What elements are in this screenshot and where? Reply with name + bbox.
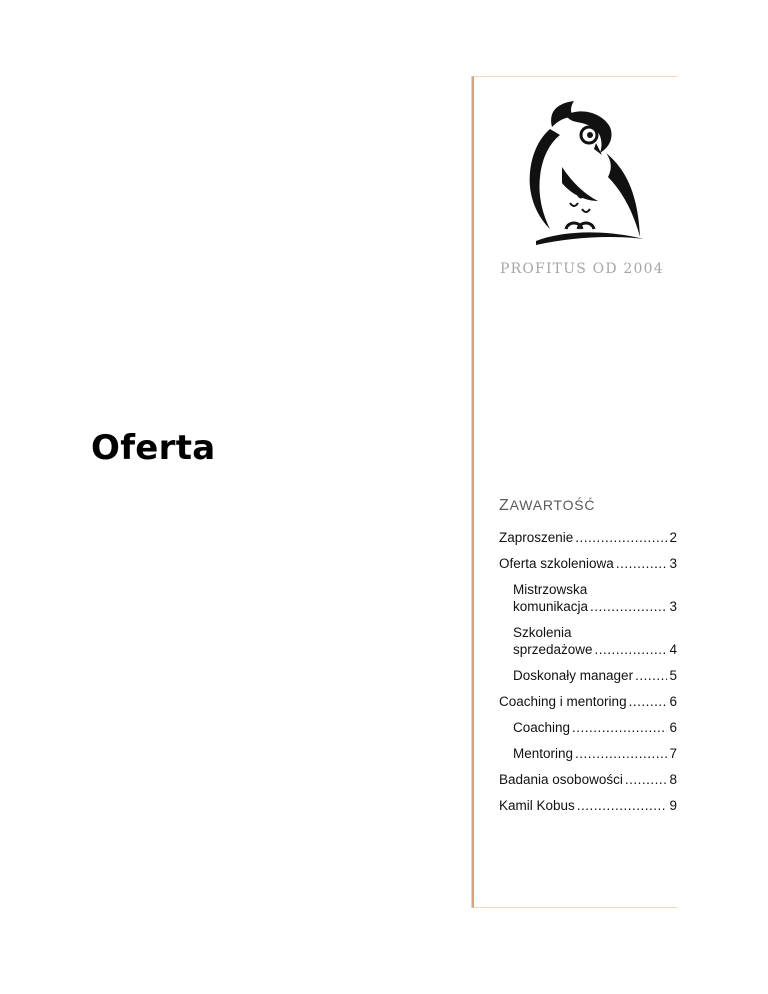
toc-entry-label: Badania osobowości [499, 772, 623, 787]
toc-heading-initial: Z [499, 497, 510, 514]
toc-entry-kamil-kobus[interactable] [499, 797, 677, 814]
toc-entry-page: 5 [669, 668, 677, 683]
owl-icon [522, 97, 652, 247]
table-of-contents [499, 529, 677, 823]
toc-entry-szkolenia-sprzedazowe[interactable] [499, 624, 677, 658]
toc-entry-label: Coaching i mentoring [499, 694, 627, 709]
toc-entry-page: 6 [669, 694, 677, 709]
toc-entry-mistrzowska-komunikacja[interactable] [499, 581, 677, 615]
toc-entry-doskonaly-manager[interactable] [499, 667, 677, 684]
toc-heading-rest: AWARTOŚĆ [509, 497, 596, 513]
brand-tagline: PROFITUS OD 2004 [500, 261, 664, 277]
toc-entry-page: 8 [669, 772, 677, 787]
toc-entry-label: Kamil Kobus [499, 798, 575, 813]
toc-entry-mentoring[interactable] [499, 745, 677, 762]
toc-entry-coaching[interactable] [499, 719, 677, 736]
toc-entry-coaching-i-mentoring[interactable] [499, 693, 677, 710]
toc-entry-label: Zaproszenie [499, 530, 574, 545]
toc-entry-label: Szkolenia sprzedażowe [513, 625, 593, 657]
toc-entry-page: 3 [669, 599, 677, 614]
toc-entry-label: Oferta szkoleniowa [499, 556, 614, 571]
sidebar-panel [472, 76, 677, 908]
toc-entry-oferta-szkoleniowa[interactable] [499, 555, 677, 572]
toc-heading [499, 497, 595, 515]
toc-entry-badania-osobowosci[interactable] [499, 771, 677, 788]
toc-entry-page: 4 [669, 642, 677, 657]
toc-entry-page: 7 [669, 746, 677, 761]
toc-entry-label: Coaching [513, 720, 571, 735]
toc-entry-label: Mistrzowska komunikacja [513, 582, 589, 614]
toc-entry-zaproszenie[interactable] [499, 529, 677, 546]
toc-entry-page: 3 [669, 556, 677, 571]
toc-entry-label: Mentoring [513, 746, 574, 761]
toc-entry-label: Doskonały manager [513, 668, 634, 683]
toc-entry-page: 2 [669, 530, 677, 545]
toc-entry-page: 9 [669, 798, 677, 813]
toc-entry-page: 6 [669, 720, 677, 735]
document-title: Oferta [91, 428, 216, 468]
